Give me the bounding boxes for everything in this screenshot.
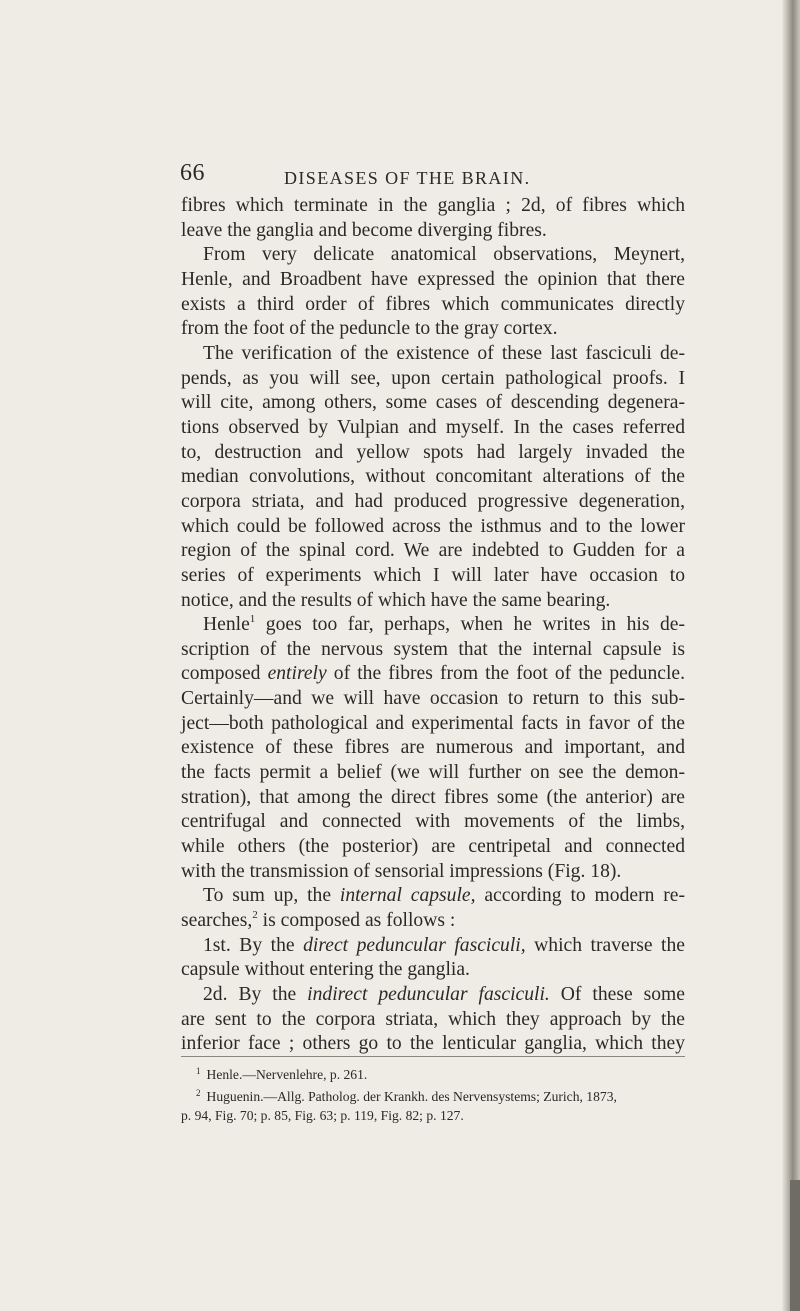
text-line: From very delicate anatomical observations, Meynert, [203, 244, 685, 266]
line-segment: goes too far, perhaps, when he writes in his de- [255, 614, 685, 636]
line-segment: is composed as follows : [257, 910, 456, 932]
text-line: median convolutions, without concomitant alterations of the [181, 466, 685, 488]
emphasis: direct peduncular fasciculi, [303, 934, 526, 956]
footnotes [181, 1062, 691, 1125]
text-line: to, destruction and yellow spots had largely invaded the [181, 441, 685, 463]
footnote-text: Huguenin.—Allg. Patholog. der Krankh. des Nervensystems; Zurich, 1873, [206, 1089, 617, 1104]
text-line [181, 884, 685, 909]
text-line: capsule without entering the ganglia. [181, 959, 470, 981]
text-line: with the transmission of sensorial impressions (Fig. 18). [181, 860, 622, 882]
line-segment: To sum up, the [203, 885, 340, 907]
line-segment: composed [181, 663, 268, 685]
text-line: centrifugal and connected with movements of the limbs, [181, 811, 685, 833]
footnote-mark: 2 [196, 1088, 201, 1098]
line-segment: searches, [181, 910, 253, 932]
line-segment: 1st. By the [203, 934, 304, 956]
footnote-mark: 1 [196, 1066, 201, 1076]
text-line: pends, as you will see, upon certain pathological proofs. I [181, 367, 685, 389]
line-segment: of the fibres from the foot of the peduncle. [326, 663, 685, 685]
text-line: the facts permit a belief (we will further on see the demon- [181, 762, 685, 784]
text-line: The verification of the existence of these last fasciculi de- [203, 342, 685, 364]
text-line [181, 909, 685, 934]
page-edge-shadow [782, 0, 800, 1311]
text-line: existence of these fibres are numerous and important, and [181, 737, 685, 759]
text-line: scription of the nervous system that the internal capsule is [181, 638, 685, 660]
text-line: series of experiments which I will later have occasion to [181, 564, 685, 586]
footnote-divider [181, 1056, 685, 1057]
body-text [181, 194, 685, 1057]
emphasis: internal capsule, [339, 885, 476, 907]
text-line: inferior face ; others go to the lenticular ganglia, which they [181, 1033, 685, 1055]
text-line [181, 934, 685, 959]
text-line: leave the ganglia and become diverging fibres. [181, 219, 547, 241]
footnote-ref-2: 2 [252, 909, 258, 922]
footnote-text: Henle.—Nervenlehre, p. 261. [206, 1067, 368, 1082]
page-number: 66 [180, 160, 205, 186]
text-line: corpora striata, and had produced progressive degeneration, [181, 490, 685, 512]
emphasis: entirely [267, 663, 327, 685]
page-edge-dark [790, 1180, 800, 1311]
line-segment: Of these some [549, 984, 685, 1005]
text-line: region of the spinal cord. We are indebted to Gudden for a [181, 540, 685, 562]
text-line: notice, and the results of which have the same bearing. [181, 589, 611, 611]
line-segment: 2d. By the [203, 984, 308, 1005]
text-line: will cite, among others, some cases of descending degenera- [181, 392, 685, 414]
text-line: from the foot of the peduncle to the gray cortex. [181, 318, 558, 340]
text-line: ject—both pathological and experimental facts in favor of the [181, 712, 685, 734]
text-line: while others (the posterior) are centripetal and connected [181, 836, 685, 858]
footnote-1 [181, 1062, 691, 1084]
footnote-2-continued: p. 94, Fig. 70; p. 85, Fig. 63; p. 119, Fig. 82; p. 127. [181, 1108, 464, 1123]
author-name: Henle [203, 614, 250, 636]
text-line: fibres which terminate in the ganglia ; 2d, of fibres which [181, 195, 685, 216]
footnote-2 [181, 1084, 691, 1106]
text-line: which could be followed across the isthmus and to the lower [181, 515, 685, 537]
footnote-ref-1: 1 [249, 613, 256, 626]
text-line [181, 662, 685, 687]
line-segment: which traverse the [525, 934, 685, 956]
text-line [181, 613, 685, 638]
text-line: tions observed by Vulpian and myself. In the cases referred [181, 416, 685, 438]
page-header [180, 160, 740, 192]
line-segment: according to modern re- [475, 885, 685, 907]
text-line: stration), that among the direct fibres some (the anterior) are [181, 786, 685, 808]
text-line: are sent to the corpora striata, which they approach by the [181, 1008, 685, 1030]
emphasis: indirect peduncular fasciculi. [307, 984, 550, 1005]
running-head: DISEASES OF THE BRAIN. [284, 168, 531, 188]
text-line [181, 983, 685, 1008]
text-line: Certainly—and we will have occasion to return to this sub- [181, 688, 685, 710]
text-line: Henle, and Broadbent have expressed the opinion that there [181, 268, 685, 290]
text-line: exists a third order of fibres which communicates directly [181, 293, 685, 315]
